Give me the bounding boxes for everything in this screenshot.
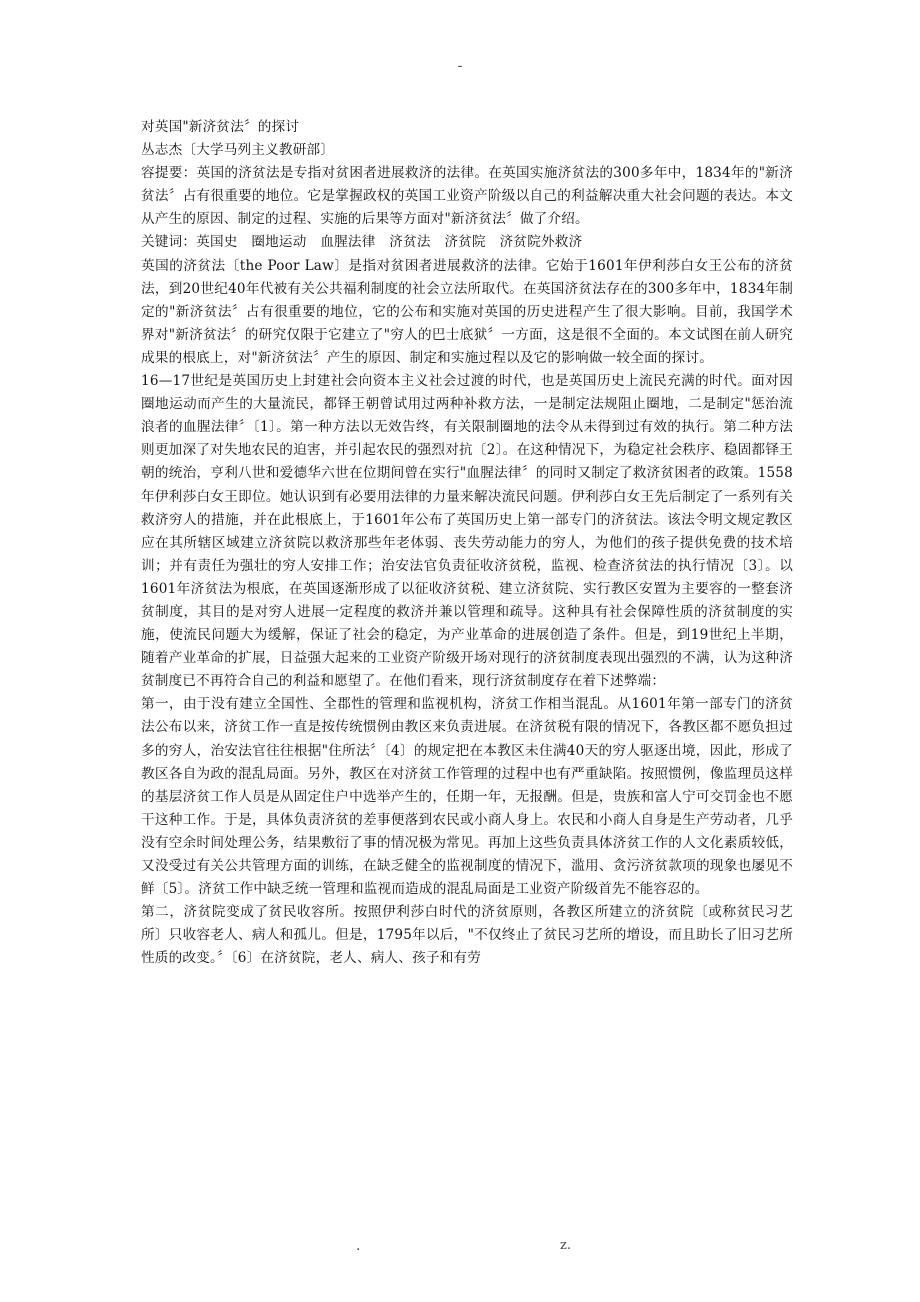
header-mark: -	[457, 58, 463, 74]
footer-left-mark: .	[356, 1238, 361, 1254]
footer-right-mark: z.	[560, 1238, 571, 1253]
paragraph: 16—17世纪是英国历史上封建社会向资本主义社会过渡的时代，也是英国历史上流民充满的时代。面对因圈地运动而产生的大量流民，都铎王朝曾试用过两种补救方法，一是制定法规阻止圈地，二是制定"惩治流浪者的血腥法律〞〔1〕。第一种方法以无效告终，有关限制圈地的法令从未得到过有效的执行。第二种方法则更加深了对失地农民的迫害，并引起农民的强烈对抗〔2〕。在这种情况下，为稳定社会秩序、稳固都铎王朝的统治，亨利八世和爱德华六世在位期间曾在实行"血腥法律〞的同时又制定了救济贫困者的政策。1558年伊利莎白女王即位。她认识到有必要用法律的力量来解决流民问题。伊利莎白女王先后制定了一系列有关救济穷人的措施，并在此根底上，于1601年公布了英国历史上第一部专门的济贫法。该法令明文规定教区应在其所辖区域建立济贫院以救济那些年老体弱、丧失劳动能力的穷人，为他们的孩子提供免费的技术培训；并有责任为强壮的穷人安排工作；治安法官负责征收济贫税，监视、检查济贫法的执行情况〔3〕。以1601年济贫法为根底，在英国逐渐形成了以征收济贫税、建立济贫院、实行教区安置为主要容的一整套济贫制度，其目的是对穷人进展一定程度的救济并兼以管理和疏导。这种具有社会保障性质的济贫制度的实施，使流民问题大为缓解，保证了社会的稳定，为产业革命的进展创造了条件。但是，到19世纪上半期，随着产业革命的扩展，日益强大起来的工业资产阶级开场对现行的济贫制度表现出强烈的不满，认为这种济贫制度已不再符合自己的利益和愿望了。在他们看来，现行济贫制度存在着下述弊端：	[141, 373, 793, 690]
article-body	[141, 116, 793, 970]
article-keywords: 关键词：英国史 圈地运动 血腥法律 济贫法 济贫院 济贫院外救济	[141, 234, 583, 251]
article-author: 丛志杰〔大学马列主义教研部〕	[141, 142, 335, 159]
paragraph: 英国的济贫法〔the Poor Law〕是指对贫困者进展救济的法律。它始于1601年伊利莎白女王公布的济贫法，到20世纪40年代被有关公共福利制度的社会立法所取代。在英国济贫法存在的300多年中，1834年制定的"新济贫法〞占有很重要的地位，它的公布和实施对英国的历史进程产生了很大影响。目前，我国学术界对"新济贫法〞的研究仅限于它建立了"穷人的巴士底狱〞一方面，这是很不全面的。本文试图在前人研究成果的根底上，对"新济贫法〞产生的原因、制定和实施过程以及它的影响做一较全面的探讨。	[141, 257, 793, 366]
paragraph: 第二，济贫院变成了贫民收容所。按照伊利莎白时代的济贫原则，各教区所建立的济贫院〔或称贫民习艺所〕只收容老人、病人和孤儿。但是，1795年以后，"不仅终止了贫民习艺所的增设，而且助长了旧习艺所性质的改变。〞〔6〕在济贫院，老人、病人、孩子和有劳	[141, 904, 793, 967]
article-abstract: 容提要：英国的济贫法是专指对贫困者进展救济的法律。在英国实施济贫法的300多年中，1834年的"新济贫法〞占有很重要的地位。它是掌握政权的英国工业资产阶级以自己的利益解决重大社会问题的表达。本文从产生的原因、制定的过程、实施的后果等方面对"新济贫法〞做了介绍。	[141, 165, 793, 228]
article-title: 对英国"新济贫法〞的探讨	[141, 119, 300, 135]
paragraph: 第一，由于没有建立全国性、全郡性的管理和监视机构，济贫工作相当混乱。从1601年第一部专门的济贫法公布以来，济贫工作一直是按传统惯例由教区来负责进展。在济贫税有限的情况下，各教区都不愿负担过多的穷人，治安法官往往根据"住所法〞〔4〕的规定把在本教区未住满40天的穷人驱逐出境，因此，形成了教区各自为政的混乱局面。另外，教区在对济贫工作管理的过程中也有严重缺陷。按照惯例，像监理员这样的基层济贫工作人员是从固定住户中选举产生的，任期一年，无报酬。但是，贵族和富人宁可交罚金也不愿干这种工作。于是，具体负责济贫的差事便落到农民或小商人身上。农民和小商人自身是生产劳动者，几乎没有空余时间处理公务，结果敷衍了事的情况极为常见。再加上这些负责具体济贫工作的人文化素质较低，又没受过有关公共管理方面的训练，在缺乏健全的监视制度的情况下，滥用、贪污济贫款项的现象也屡见不鲜〔5〕。济贫工作中缺乏统一管理和监视而造成的混乱局面是工业资产阶级首先不能容忍的。	[141, 696, 793, 898]
